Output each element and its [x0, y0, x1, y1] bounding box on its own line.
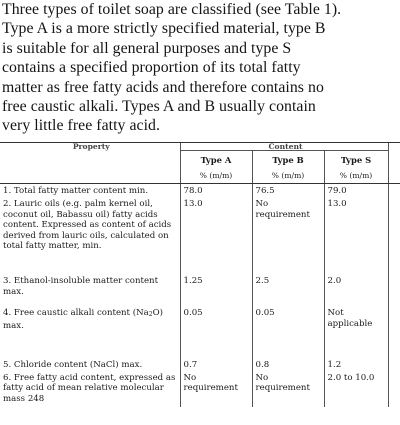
type-s-value: 79.0 — [324, 184, 388, 198]
type-a-value: 78.0 — [180, 184, 252, 198]
type-b-value: No requirement — [252, 197, 324, 274]
table-row — [0, 306, 400, 358]
type-b-value: No requirement — [252, 371, 324, 407]
type-s-value: 2.0 — [324, 274, 388, 306]
table-row — [0, 371, 400, 407]
intro-line: very little free fatty acid. — [2, 117, 160, 135]
table-row — [0, 274, 400, 306]
content-header: Content — [180, 143, 388, 151]
table-edge-cell — [388, 143, 400, 151]
type-s-value: Not applicable — [324, 306, 388, 358]
property-header-spacer — [0, 169, 180, 184]
type-s-value: 2.0 to 10.0 — [324, 371, 388, 407]
property-header: Property — [72, 143, 110, 151]
table-edge-cell — [388, 184, 400, 198]
property-text: 4. Free caustic alkali content (Na — [3, 308, 149, 318]
intro-paragraph — [2, 0, 398, 136]
table-edge-cell — [388, 371, 400, 407]
table-row — [0, 358, 400, 371]
table-row — [0, 197, 400, 274]
type-b-value: 2.5 — [252, 274, 324, 306]
type-a-value: 1.25 — [180, 274, 252, 306]
type-s-value: 13.0 — [324, 197, 388, 274]
type-a-header: Type A — [180, 151, 252, 170]
property-text: O) max. — [3, 308, 163, 331]
property-cell: 5. Chloride content (NaCl) max. — [3, 360, 143, 370]
type-a-value: 13.0 — [180, 197, 252, 274]
unit-label: % (m/m) — [252, 169, 324, 184]
type-a-value: 0.05 — [180, 306, 252, 358]
table-edge-cell — [388, 197, 400, 274]
table-edge-cell — [388, 306, 400, 358]
property-cell: 1. Total fatty matter content min. — [3, 186, 149, 196]
intro-line: matter as free fatty acids and therefore contains no — [2, 78, 324, 96]
property-cell: 6. Free fatty acid content, expressed as fatty acid of mean relative molecular mass 248 — [3, 372, 176, 404]
table-edge-cell — [388, 151, 400, 170]
unit-label: % (m/m) — [324, 169, 388, 184]
intro-line: free caustic alkali. Types A and B usually contain — [2, 98, 316, 116]
type-s-header: Type S — [324, 151, 388, 170]
subscript-digit: 2 — [148, 311, 153, 318]
intro-line: Three types of toilet soap are classified (see Table 1). — [2, 1, 342, 18]
property-cell: 3. Ethanol-insoluble matter content max. — [3, 276, 159, 297]
property-header-spacer — [0, 151, 180, 170]
type-b-value: 76.5 — [252, 184, 324, 198]
unit-label: % (m/m) — [180, 169, 252, 184]
soap-specification-table — [0, 142, 400, 425]
type-b-value: 0.05 — [252, 306, 324, 358]
type-a-value: No requirement — [180, 371, 252, 407]
type-s-value: 1.2 — [324, 358, 388, 371]
property-cell: 2. Lauric oils (e.g. palm kernel oil, coconut oil, Babassu oil) fatty acids content. Expressed as content of acids derived from lauric oils, calculated on total fatty matter, min. — [3, 199, 172, 252]
intro-line: contains a specified proportion of its total fatty — [2, 59, 301, 77]
type-b-header: Type B — [252, 151, 324, 170]
intro-line: is suitable for all general purposes and type S — [2, 39, 292, 57]
table-edge-cell — [388, 169, 400, 184]
table-row — [0, 184, 400, 198]
table-edge-cell — [388, 358, 400, 371]
property-cell — [0, 306, 180, 358]
type-a-value: 0.7 — [180, 358, 252, 371]
type-b-value: 0.8 — [252, 358, 324, 371]
table-edge-cell — [388, 274, 400, 306]
intro-line: Type A is a more strictly specified material, type B — [2, 20, 326, 38]
